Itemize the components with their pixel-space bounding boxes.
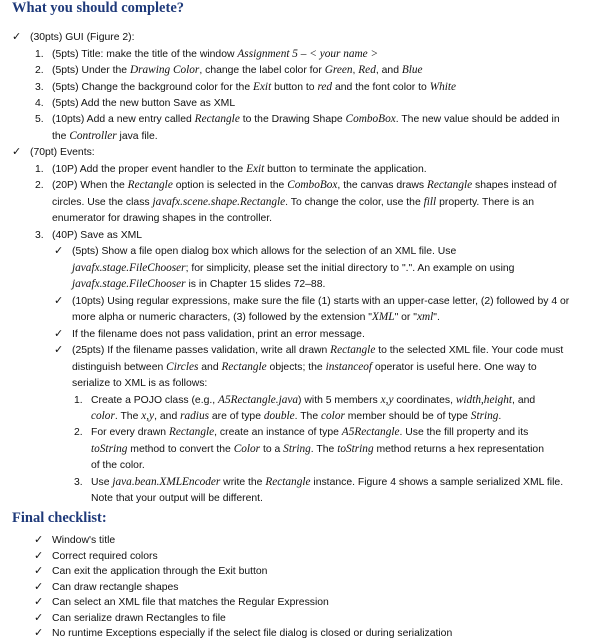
check-icon: ✓ xyxy=(12,31,22,44)
check-icon: ✓ xyxy=(34,534,44,546)
gui-section-label: (30pts) GUI (Figure 2): xyxy=(30,32,135,44)
check-icon: ✓ xyxy=(12,146,22,159)
checklist-item: Can select an XML file that matches the Regular Expression xyxy=(52,597,329,608)
gui-item-number: 2. xyxy=(35,65,44,76)
check-icon: ✓ xyxy=(34,580,44,593)
check-icon: ✓ xyxy=(54,344,64,357)
gui-item-number: 4. xyxy=(35,98,44,109)
sub-item-file-dialog-cont: javafx.stage.FileChooser; for simplicity, please set the initial directory to ".". An example on using xyxy=(72,261,515,274)
checklist-item: Window's title xyxy=(52,535,116,546)
check-icon: ✓ xyxy=(34,565,44,577)
sub-item-serialize: (25pts) If the filename passes validation, write all drawn Rectangle to the selected XML file. Your code must xyxy=(72,344,564,357)
section-heading-complete: What you should complete? xyxy=(12,0,185,16)
check-icon: ✓ xyxy=(34,549,44,562)
events-item-number: 2. xyxy=(35,180,44,192)
events-item-exit-handler: (10P) Add the proper event handler to the Exit button to terminate the application. xyxy=(52,162,427,175)
check-icon: ✓ xyxy=(54,294,64,307)
step-number: 1. xyxy=(74,394,83,406)
gui-item-rectangle-entry-cont: the Controller java file. xyxy=(52,129,158,142)
step-pojo-class: Create a POJO class (e.g., A5Rectangle.java) with 5 members x,y coordinates, width,height, and xyxy=(91,393,536,406)
gui-item-save-button: (5pts) Add the new button Save as XML xyxy=(52,98,236,109)
checklist-item: Can exit the application through the Exit button xyxy=(52,566,268,577)
step-create-instance-cont: toString method to convert the Color to a String. The toString method returns a hex representation xyxy=(91,442,544,455)
gui-item-number: 3. xyxy=(35,81,44,93)
step-create-instance: For every drawn Rectangle, create an instance of type A5Rectangle. Use the fill property and its xyxy=(91,426,529,439)
step-number: 2. xyxy=(74,427,83,439)
events-section-label: (70pt) Events: xyxy=(30,147,95,159)
check-icon: ✓ xyxy=(54,327,64,340)
section-heading-final: Final checklist: xyxy=(12,509,107,526)
checklist-item: No runtime Exceptions especially if the select file dialog is closed or during serialization xyxy=(52,628,453,639)
gui-item-number: 1. xyxy=(35,48,44,60)
check-icon: ✓ xyxy=(34,627,44,639)
sub-item-regex: (10pts) Using regular expressions, make sure the file (1) starts with an upper-case letter, (2) followed by 4 or xyxy=(72,295,570,307)
checklist-item: Can draw rectangle shapes xyxy=(52,581,179,593)
check-icon: ✓ xyxy=(54,245,64,258)
sub-item-file-dialog-cont: javafx.stage.FileChooser is in Chapter 15 slides 72–88. xyxy=(72,278,326,291)
gui-item-rectangle-entry: (10pts) Add a new entry called Rectangle to the Drawing Shape ComboBox. The new value should be added in xyxy=(52,113,560,126)
sub-item-validation-error: If the filename does not pass validation, print an error message. xyxy=(72,328,365,340)
checklist-item: Can serialize drawn Rectangles to file xyxy=(52,612,226,624)
step-xml-encoder: Use java.bean.XMLEncoder write the Rectangle instance. Figure 4 shows a sample serialized XML file. xyxy=(91,475,564,488)
gui-item-number: 5. xyxy=(35,114,44,126)
events-item-rectangle-option: (20P) When the Rectangle option is selected in the ComboBox, the canvas draws Rectangle shapes instead of xyxy=(52,179,557,192)
check-icon: ✓ xyxy=(34,611,44,624)
events-item-number: 3. xyxy=(35,229,44,241)
step-create-instance-cont: of the color. xyxy=(91,460,145,472)
sub-item-serialize-cont: distinguish between Circles and Rectangle objects; the instanceof operator is useful here. One way to xyxy=(72,360,537,373)
gui-item-drawing-color: (5pts) Under the Drawing Color, change the label color for Green, Red, and Blue xyxy=(52,64,423,76)
events-item-save-xml: (40P) Save as XML xyxy=(52,229,143,241)
step-xml-encoder-cont: Note that your output will be different. xyxy=(91,493,263,505)
step-number: 3. xyxy=(74,476,83,488)
events-item-rectangle-option-cont: enumerator for drawing shapes in the controller. xyxy=(52,213,273,225)
gui-item-title: (5pts) Title: make the title of the window Assignment 5 – < your name > xyxy=(52,47,379,60)
step-pojo-class-cont: color. The x,y, and radius are of type double. The color member should be of type String. xyxy=(91,409,502,422)
sub-item-regex-cont: more alpha or numeric characters, (3) followed by the extension "XML" or "xml". xyxy=(72,311,440,324)
events-item-rectangle-option-cont: circles. Use the class javafx.scene.shape.Rectangle. To change the color, use the fill property. There is an xyxy=(52,195,534,208)
sub-item-serialize-cont: serialize to XML is as follows: xyxy=(72,378,208,389)
checklist-item: Correct required colors xyxy=(52,550,158,562)
events-item-number: 1. xyxy=(35,163,44,175)
check-icon: ✓ xyxy=(34,596,44,608)
sub-item-file-dialog: (5pts) Show a file open dialog box which allows for the selection of an XML file. Use xyxy=(72,246,457,258)
gui-item-exit-color: (5pts) Change the background color for the Exit button to red and the font color to White xyxy=(52,80,457,93)
